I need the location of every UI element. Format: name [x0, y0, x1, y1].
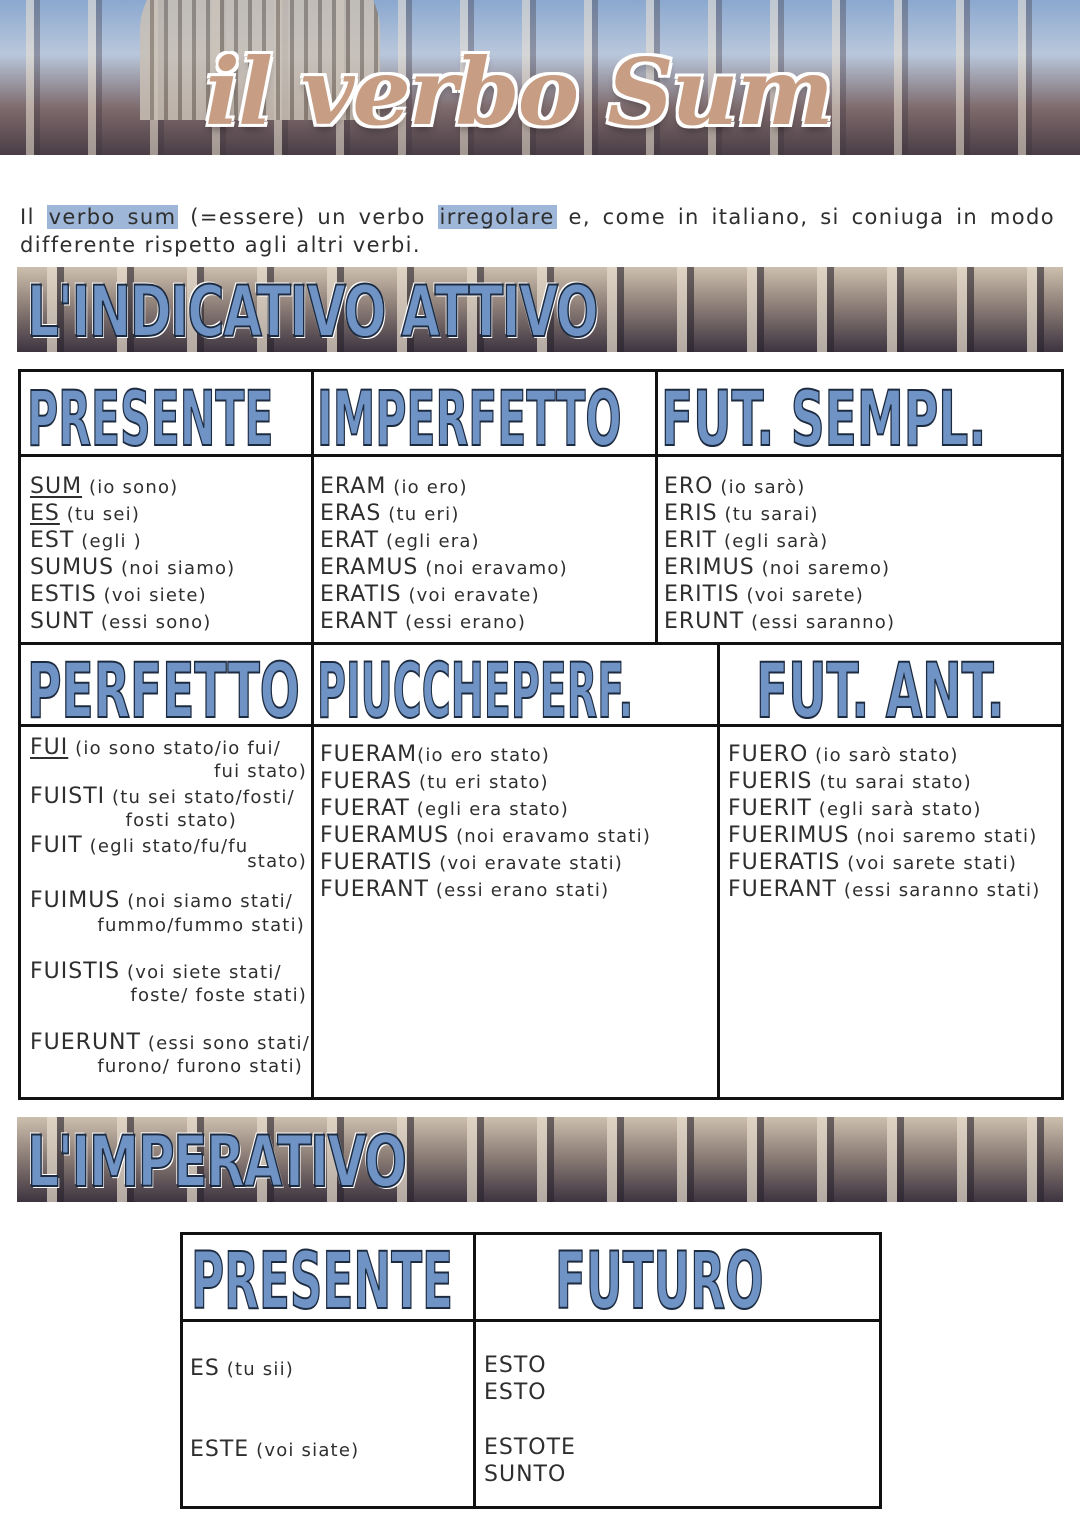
latin-form: ERAM — [320, 474, 387, 499]
latin-form: SUNTO — [484, 1462, 567, 1487]
list-item — [320, 501, 460, 526]
header-presente — [191, 1237, 473, 1319]
latin-form: FUERIS — [728, 769, 813, 794]
translation: (essi sono stati/ — [140, 1033, 310, 1054]
list-item — [728, 877, 1040, 902]
table-divider — [473, 1235, 476, 1506]
translation: (essi saranno stati) — [837, 880, 1041, 901]
header-label: FUTURO — [555, 1237, 764, 1319]
latin-form: FUISTIS — [30, 959, 121, 984]
latin-form: ERANT — [320, 609, 399, 634]
latin-form: FUERANT — [320, 877, 429, 902]
list-item — [484, 1380, 547, 1405]
list-item — [320, 796, 569, 821]
header-banner — [0, 0, 1080, 155]
table-divider — [21, 454, 1061, 457]
translation: (voi eravate) — [401, 585, 540, 606]
list-item — [728, 850, 1017, 875]
latin-form: ERO — [664, 474, 714, 499]
translation-continued: fui stato) — [213, 761, 307, 782]
list-item — [30, 784, 295, 809]
page-title: il verbo Sum — [205, 38, 832, 146]
list-item — [664, 474, 805, 499]
list-item — [484, 1353, 547, 1378]
translation: (tu sarai stato) — [812, 772, 972, 793]
list-item — [664, 609, 895, 634]
header-futuro — [555, 1237, 875, 1319]
list-item — [728, 769, 972, 794]
list-item — [30, 833, 248, 858]
latin-form: FUERAS — [320, 769, 413, 794]
translation: (io sarò) — [713, 477, 806, 498]
translation: (egli sarà) — [717, 531, 829, 552]
translation: (voi siete) — [96, 585, 207, 606]
latin-form: FUERATIS — [320, 850, 433, 875]
intro-text: (=essere) un verbo — [178, 205, 438, 229]
latin-form: FUI — [30, 735, 69, 760]
list-item — [728, 823, 1037, 848]
header-presente — [27, 374, 311, 454]
header-label: FUT. SEMPL. — [661, 374, 987, 454]
header-fut-sempl — [661, 374, 1061, 454]
list-item — [320, 850, 623, 875]
header-label: PIUCCHEPERF. — [317, 646, 634, 724]
translation: (egli ) — [74, 531, 142, 552]
translation: (essi saranno) — [744, 612, 896, 633]
latin-form: ERATIS — [320, 582, 402, 607]
list-item — [728, 796, 982, 821]
translation: (noi eravamo stati) — [449, 826, 652, 847]
translation: (voi sarete stati) — [840, 853, 1018, 874]
list-item — [190, 1437, 359, 1462]
latin-form: ERIMUS — [664, 555, 755, 580]
intro-text: e, come in italiano, si coniuga in modo differente rispetto agli altri verbi. — [20, 205, 1055, 257]
list-item — [664, 528, 828, 553]
translation: (egli stato/fu/fu — [82, 836, 249, 857]
list-item — [30, 528, 142, 553]
translation: (noi siamo stati/ — [120, 891, 294, 912]
translation-continued: fosti stato) — [125, 810, 237, 831]
section-bar-imperativo — [17, 1117, 1063, 1202]
list-item — [30, 609, 212, 634]
header-fut-ant — [756, 646, 1061, 724]
translation-continued: stato) — [247, 851, 307, 872]
list-item — [30, 1030, 310, 1055]
list-item — [728, 742, 959, 767]
translation: (tu sei) — [59, 504, 141, 525]
latin-form: EST — [30, 528, 75, 553]
list-item — [320, 609, 526, 634]
latin-form: ES — [190, 1356, 220, 1381]
translation: (io sono) — [82, 477, 179, 498]
latin-form: ERITIS — [664, 582, 740, 607]
header-label: IMPERFETTO — [317, 374, 622, 454]
latin-form: ESTOTE — [484, 1435, 576, 1460]
latin-form: ERUNT — [664, 609, 745, 634]
highlight-irregolare: irregolare — [439, 205, 555, 229]
translation-continued: foste/ foste stati) — [130, 985, 307, 1006]
translation: (voi siate) — [249, 1440, 360, 1461]
latin-form: FUERAM — [320, 742, 418, 767]
list-item — [30, 959, 282, 984]
translation: (tu sarai) — [717, 504, 819, 525]
table-divider — [21, 642, 1061, 645]
header-perfetto — [27, 646, 311, 724]
latin-form: SUMUS — [30, 555, 115, 580]
latin-form: FUERIT — [728, 796, 812, 821]
translation: (tu eri) — [381, 504, 460, 525]
table-divider — [311, 372, 314, 1097]
translation: (voi sarete) — [739, 585, 864, 606]
list-item — [190, 1356, 294, 1381]
header-label: PRESENTE — [191, 1237, 454, 1319]
translation: (noi eravamo) — [418, 558, 568, 579]
list-item — [320, 877, 609, 902]
list-item — [664, 501, 819, 526]
translation: (io ero) — [386, 477, 468, 498]
latin-form: SUM — [30, 474, 83, 499]
section-title-imperativo: L'IMPERATIVO — [27, 1121, 406, 1202]
translation: (tu sei stato/fosti/ — [105, 787, 295, 808]
table-divider — [183, 1319, 879, 1322]
header-label: FUT. ANT. — [756, 646, 1005, 724]
list-item — [320, 555, 568, 580]
header-label: PERFETTO — [27, 646, 300, 724]
intro-text: Il — [20, 205, 47, 229]
latin-form: ESTIS — [30, 582, 97, 607]
translation: (io sono stato/io fui/ — [68, 738, 282, 759]
list-item — [320, 823, 651, 848]
list-item — [484, 1435, 576, 1460]
list-item — [484, 1462, 566, 1487]
translation: (egli era stato) — [409, 799, 569, 820]
section-bar-indicativo — [17, 267, 1063, 352]
translation-continued: furono/ furono stati) — [97, 1056, 303, 1077]
latin-form: FUERIMUS — [728, 823, 850, 848]
list-item — [30, 474, 178, 499]
translation-continued: fummo/fummo stati) — [97, 915, 305, 936]
latin-form: ESTO — [484, 1380, 547, 1405]
list-item — [664, 582, 864, 607]
translation: (tu sii) — [219, 1359, 295, 1380]
translation: (essi erano) — [398, 612, 527, 633]
header-piuccheperf — [317, 646, 717, 724]
latin-form: FUIMUS — [30, 888, 121, 913]
translation: (io sarò stato) — [808, 745, 959, 766]
list-item — [30, 888, 293, 913]
latin-form: ERIS — [664, 501, 718, 526]
list-item — [320, 582, 540, 607]
list-item — [320, 528, 480, 553]
latin-form: SUNT — [30, 609, 94, 634]
list-item — [30, 735, 281, 760]
latin-form: ERAMUS — [320, 555, 419, 580]
list-item — [320, 474, 468, 499]
latin-form: ESTE — [190, 1437, 250, 1462]
table-divider — [655, 372, 658, 642]
latin-form: FUIT — [30, 833, 83, 858]
header-imperfetto — [317, 374, 655, 454]
header-label: PRESENTE — [27, 374, 274, 454]
list-item — [320, 742, 550, 767]
translation: (egli sarà stato) — [811, 799, 982, 820]
list-item — [320, 769, 549, 794]
table-divider — [717, 642, 720, 1097]
latin-form: ESTO — [484, 1353, 547, 1378]
translation: (io ero stato) — [417, 745, 551, 766]
translation: (essi sono) — [93, 612, 212, 633]
latin-form: ES — [30, 501, 60, 526]
list-item — [30, 501, 140, 526]
list-item — [30, 555, 235, 580]
translation: (voi siete stati/ — [120, 962, 282, 983]
latin-form: FUERATIS — [728, 850, 841, 875]
latin-form: FUERO — [728, 742, 809, 767]
latin-form: FUERAMUS — [320, 823, 450, 848]
intro-paragraph — [20, 203, 1055, 259]
translation: (tu eri stato) — [412, 772, 549, 793]
table-divider — [21, 724, 1061, 727]
translation: (voi eravate stati) — [432, 853, 624, 874]
latin-form: ERIT — [664, 528, 718, 553]
translation: (noi siamo) — [114, 558, 236, 579]
translation: (noi saremo stati) — [849, 826, 1038, 847]
list-item — [30, 582, 207, 607]
translation: (noi saremo) — [754, 558, 891, 579]
latin-form: FUISTI — [30, 784, 106, 809]
list-item — [664, 555, 890, 580]
latin-form: FUERAT — [320, 796, 410, 821]
latin-form: ERAT — [320, 528, 380, 553]
translation: (egli era) — [379, 531, 480, 552]
highlight-verbo-sum: verbo sum — [48, 205, 177, 229]
latin-form: ERAS — [320, 501, 382, 526]
section-title-indicativo: L'INDICATIVO ATTIVO — [27, 271, 598, 352]
translation: (essi erano stati) — [429, 880, 610, 901]
latin-form: FUERANT — [728, 877, 837, 902]
latin-form: FUERUNT — [30, 1030, 141, 1055]
